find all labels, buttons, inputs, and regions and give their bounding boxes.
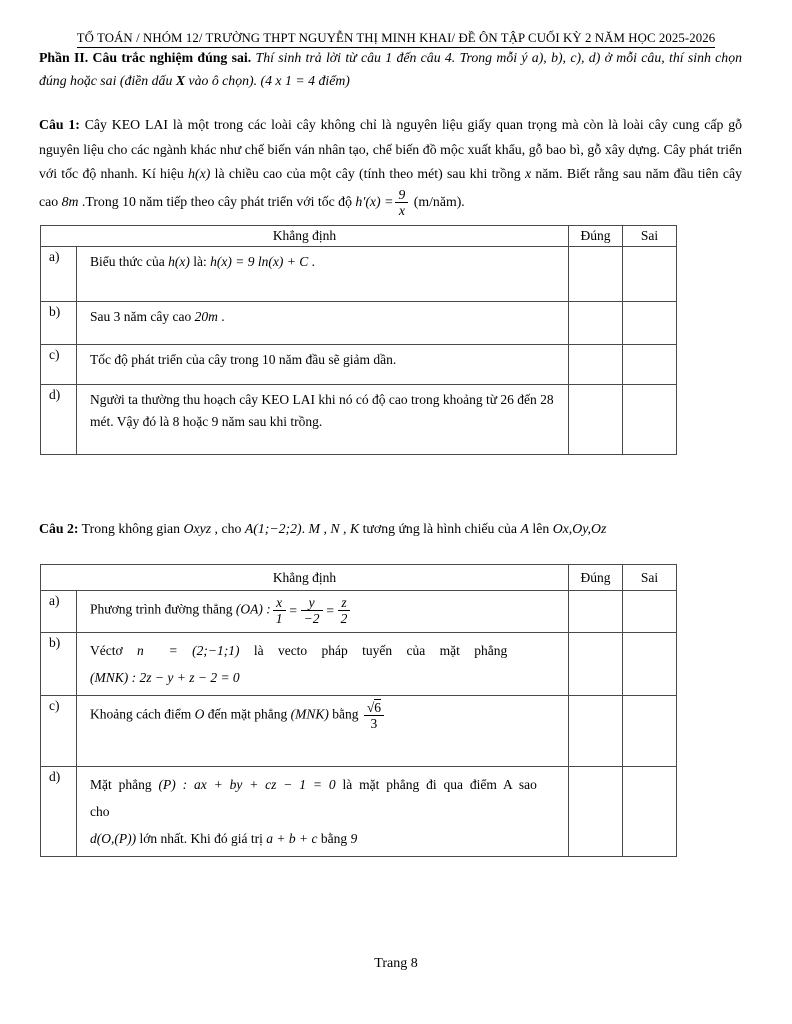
statement-text: đến mặt phẳng (204, 706, 291, 722)
table2-row-b (41, 633, 677, 696)
question-2-text-2: , cho (211, 521, 245, 536)
question-2 (39, 517, 759, 542)
row-a-true-cell (569, 247, 623, 302)
math-a: A (520, 521, 529, 536)
statement-column-header: Khẳng định (41, 226, 569, 247)
table1-row-b (41, 302, 677, 345)
math-axes: Ox,Oy,Oz (552, 521, 607, 536)
fraction-numerator: y (301, 595, 323, 611)
row-c-false-cell (623, 696, 677, 767)
document-header (0, 31, 792, 48)
table1-row-d (41, 385, 677, 455)
question-2-text-3: . (301, 521, 309, 536)
fraction-numerator: x (273, 595, 286, 611)
statement-text: . (217, 309, 225, 324)
statement-text: lớn nhất. Khi đó giá trị (136, 831, 267, 846)
row-d-statement (77, 767, 569, 857)
row-b-statement (77, 633, 569, 696)
question-1-text-3: năm. Biết rằng sau năm đầu tiên cây cao (39, 166, 742, 209)
page-footer (0, 956, 792, 972)
fraction-9-over-x (395, 187, 408, 219)
math-origin-o: O (194, 706, 205, 722)
statement-column-header: Khẳng định (41, 565, 569, 591)
math-h-of-x: h(x) (188, 166, 211, 181)
row-c-statement (77, 696, 569, 767)
math-plane-p-equation: (P) : ax + by + cz − 1 = 0 (158, 777, 336, 792)
math-8m: 8m (61, 193, 79, 209)
math-h-of-x: h(x) (168, 254, 190, 269)
math-20m: 20m (194, 309, 218, 324)
statement-line-1 (90, 771, 560, 825)
x-mark: X (175, 72, 186, 88)
fraction-numerator (364, 700, 384, 716)
fraction-denominator: 2 (340, 611, 348, 627)
false-column-header: Sai (623, 565, 677, 591)
fraction-numerator: 9 (395, 187, 408, 203)
row-d-label: d) (41, 385, 77, 455)
statement-text: Phương trình đường thẳng (90, 601, 236, 617)
fraction-denominator: x (398, 202, 405, 218)
row-b-true-cell (569, 302, 623, 345)
statement-text: là: (189, 254, 211, 269)
math-h-prime: h′(x) = (355, 193, 394, 209)
row-a-true-cell (569, 591, 623, 633)
math-mnk-plane-equation: (MNK) : 2z − y + z − 2 = 0 (90, 670, 240, 685)
row-a-statement (77, 591, 569, 633)
statement-text: Khoảng cách điểm (90, 706, 195, 722)
row-b-label: b) (41, 302, 77, 345)
statement-text: Sau 3 năm cây cao (90, 309, 195, 324)
row-c-true-cell (569, 345, 623, 385)
statement-line-1 (90, 637, 560, 664)
row-d-false-cell (623, 385, 677, 455)
math-abc-sum: a + b + c (266, 831, 318, 846)
part2-instruction-end: vào ô chọn). (4 x 1 = 4 điểm) (185, 72, 350, 88)
question-1-label: Câu 1: (39, 117, 80, 132)
radicand: 6 (374, 700, 381, 715)
row-c-statement (77, 345, 569, 385)
row-d-true-cell (569, 385, 623, 455)
row-d-label: d) (41, 767, 77, 857)
math-x: x (524, 166, 532, 181)
row-a-statement (77, 247, 569, 302)
question-1-text-1: Cây KEO LAI là một trong các loài cây không chỉ là nguyên liệu giấy quan trọng mà còn là loài cây cung cấp gỗ nguyên liệu cho các ngành khác như chế biến ván nhân tạo, chế biến đồ mộc xuất khẩu, gỗ bao bì, gỗ xây dựng. Cây phát triển với tốc độ nhanh. Kí hiệu (39, 117, 742, 181)
table2-row-d (41, 767, 677, 857)
question-2-text-1: Trong không gian (78, 521, 184, 536)
row-c-label: c) (41, 345, 77, 385)
statement-text: Tốc độ phát triển của cây trong 10 năm đầu sẽ giảm dần. (90, 352, 397, 367)
question-2-label: Câu 2: (39, 521, 79, 536)
statement-text: Biểu thức của (90, 254, 169, 269)
table2-header-row (41, 565, 677, 591)
fraction-y-over-minus2 (301, 595, 323, 626)
header-title: TỔ TOÁN / NHÓM 12/ TRƯỜNG THPT NGUYỄN THỊ MINH KHAI/ ĐỀ ÔN TẬP CUỐI KỲ 2 NĂM HỌC 2025-2026 (77, 31, 716, 48)
math-mnk: M , N , K (308, 521, 360, 536)
fraction-numerator: z (338, 595, 351, 611)
row-b-false-cell (623, 302, 677, 345)
statement-text: Véctơ (90, 643, 137, 658)
question-2-text-4: tương ứng là hình chiếu của (359, 521, 521, 536)
math-h-formula: h(x) = 9 ln(x) + C (210, 254, 309, 269)
question-1-text-4: .Trong 10 năm tiếp theo cây phát triển với tốc độ (78, 193, 356, 209)
math-oa-line: (OA) : (235, 601, 271, 617)
equals-sign: = (325, 602, 335, 618)
page-number: Trang 8 (374, 956, 418, 971)
statement-text: là mặt phẳng đi qua điểm A sao cho (90, 777, 537, 819)
statement-text: . (308, 254, 315, 269)
fraction-denominator: 3 (370, 716, 378, 732)
question-1-text-5: (m/năm). (410, 193, 465, 209)
statement-text: Mặt phẳng (90, 777, 159, 792)
math-point-a: A(1;−2;2) (244, 521, 302, 536)
statement-line-2 (90, 664, 560, 691)
radical-sign: √ (366, 700, 375, 715)
question-2-text-5: lên (528, 521, 553, 536)
question-1-table (40, 225, 677, 455)
math-distance: d(O,(P)) (90, 831, 137, 846)
row-d-statement (77, 385, 569, 455)
equals-sign: = (288, 602, 298, 618)
question-1-text-2: là chiều cao của một cây (tính theo mét) sau khi trồng (210, 166, 525, 181)
statement-text: bằng (328, 706, 362, 722)
table1-row-c (41, 345, 677, 385)
math-mnk-plane: (MNK) (290, 706, 329, 722)
row-b-statement (77, 302, 569, 345)
part2-title: Phần II. Câu trắc nghiệm đúng sai. (39, 50, 252, 65)
statement-text: là vecto pháp tuyến của mặt phẳng (239, 643, 508, 658)
fraction-z-over-2 (338, 595, 351, 626)
table1-row-a (41, 247, 677, 302)
row-b-label: b) (41, 633, 77, 696)
row-c-true-cell (569, 696, 623, 767)
row-a-false-cell (623, 591, 677, 633)
row-c-label: c) (41, 696, 77, 767)
row-a-false-cell (623, 247, 677, 302)
fraction-sqrt6-over-3 (364, 700, 384, 731)
question-2-table (40, 564, 677, 857)
table2-row-c (41, 696, 677, 767)
fraction-x-over-1 (273, 595, 286, 626)
true-column-header: Đúng (569, 226, 623, 247)
row-b-true-cell (569, 633, 623, 696)
row-d-false-cell (623, 767, 677, 857)
question-1 (39, 113, 742, 218)
math-value-9: 9 (350, 831, 358, 846)
math-oxyz: Oxyz (183, 521, 212, 536)
table1-header-row (41, 226, 677, 247)
part2-instructions (39, 47, 742, 92)
row-a-label: a) (41, 247, 77, 302)
row-b-false-cell (623, 633, 677, 696)
statement-line-2 (90, 825, 560, 852)
fraction-denominator: 1 (275, 611, 283, 627)
statement-text: bằng (317, 831, 351, 846)
part2-instruction-text: Thí sinh trả lời từ câu 1 đến câu 4. Trong mỗi ý a), b), c), d) ở mỗi câu, thí sinh chọn đúng hoặc sai (điền dấu (39, 50, 743, 88)
row-c-false-cell (623, 345, 677, 385)
true-column-header: Đúng (569, 565, 623, 591)
row-a-label: a) (41, 591, 77, 633)
table2-row-a (41, 591, 677, 633)
false-column-header: Sai (623, 226, 677, 247)
row-d-true-cell (569, 767, 623, 857)
math-normal-vector: n⃗ = (2;−1;1) (137, 643, 240, 658)
statement-text: Người ta thường thu hoạch cây KEO LAI khi nó có độ cao trong khoảng từ 26 đến 28 mét. Vậy đó là 8 hoặc 9 năm sau khi trồng. (90, 392, 554, 429)
fraction-denominator: −2 (303, 611, 320, 627)
